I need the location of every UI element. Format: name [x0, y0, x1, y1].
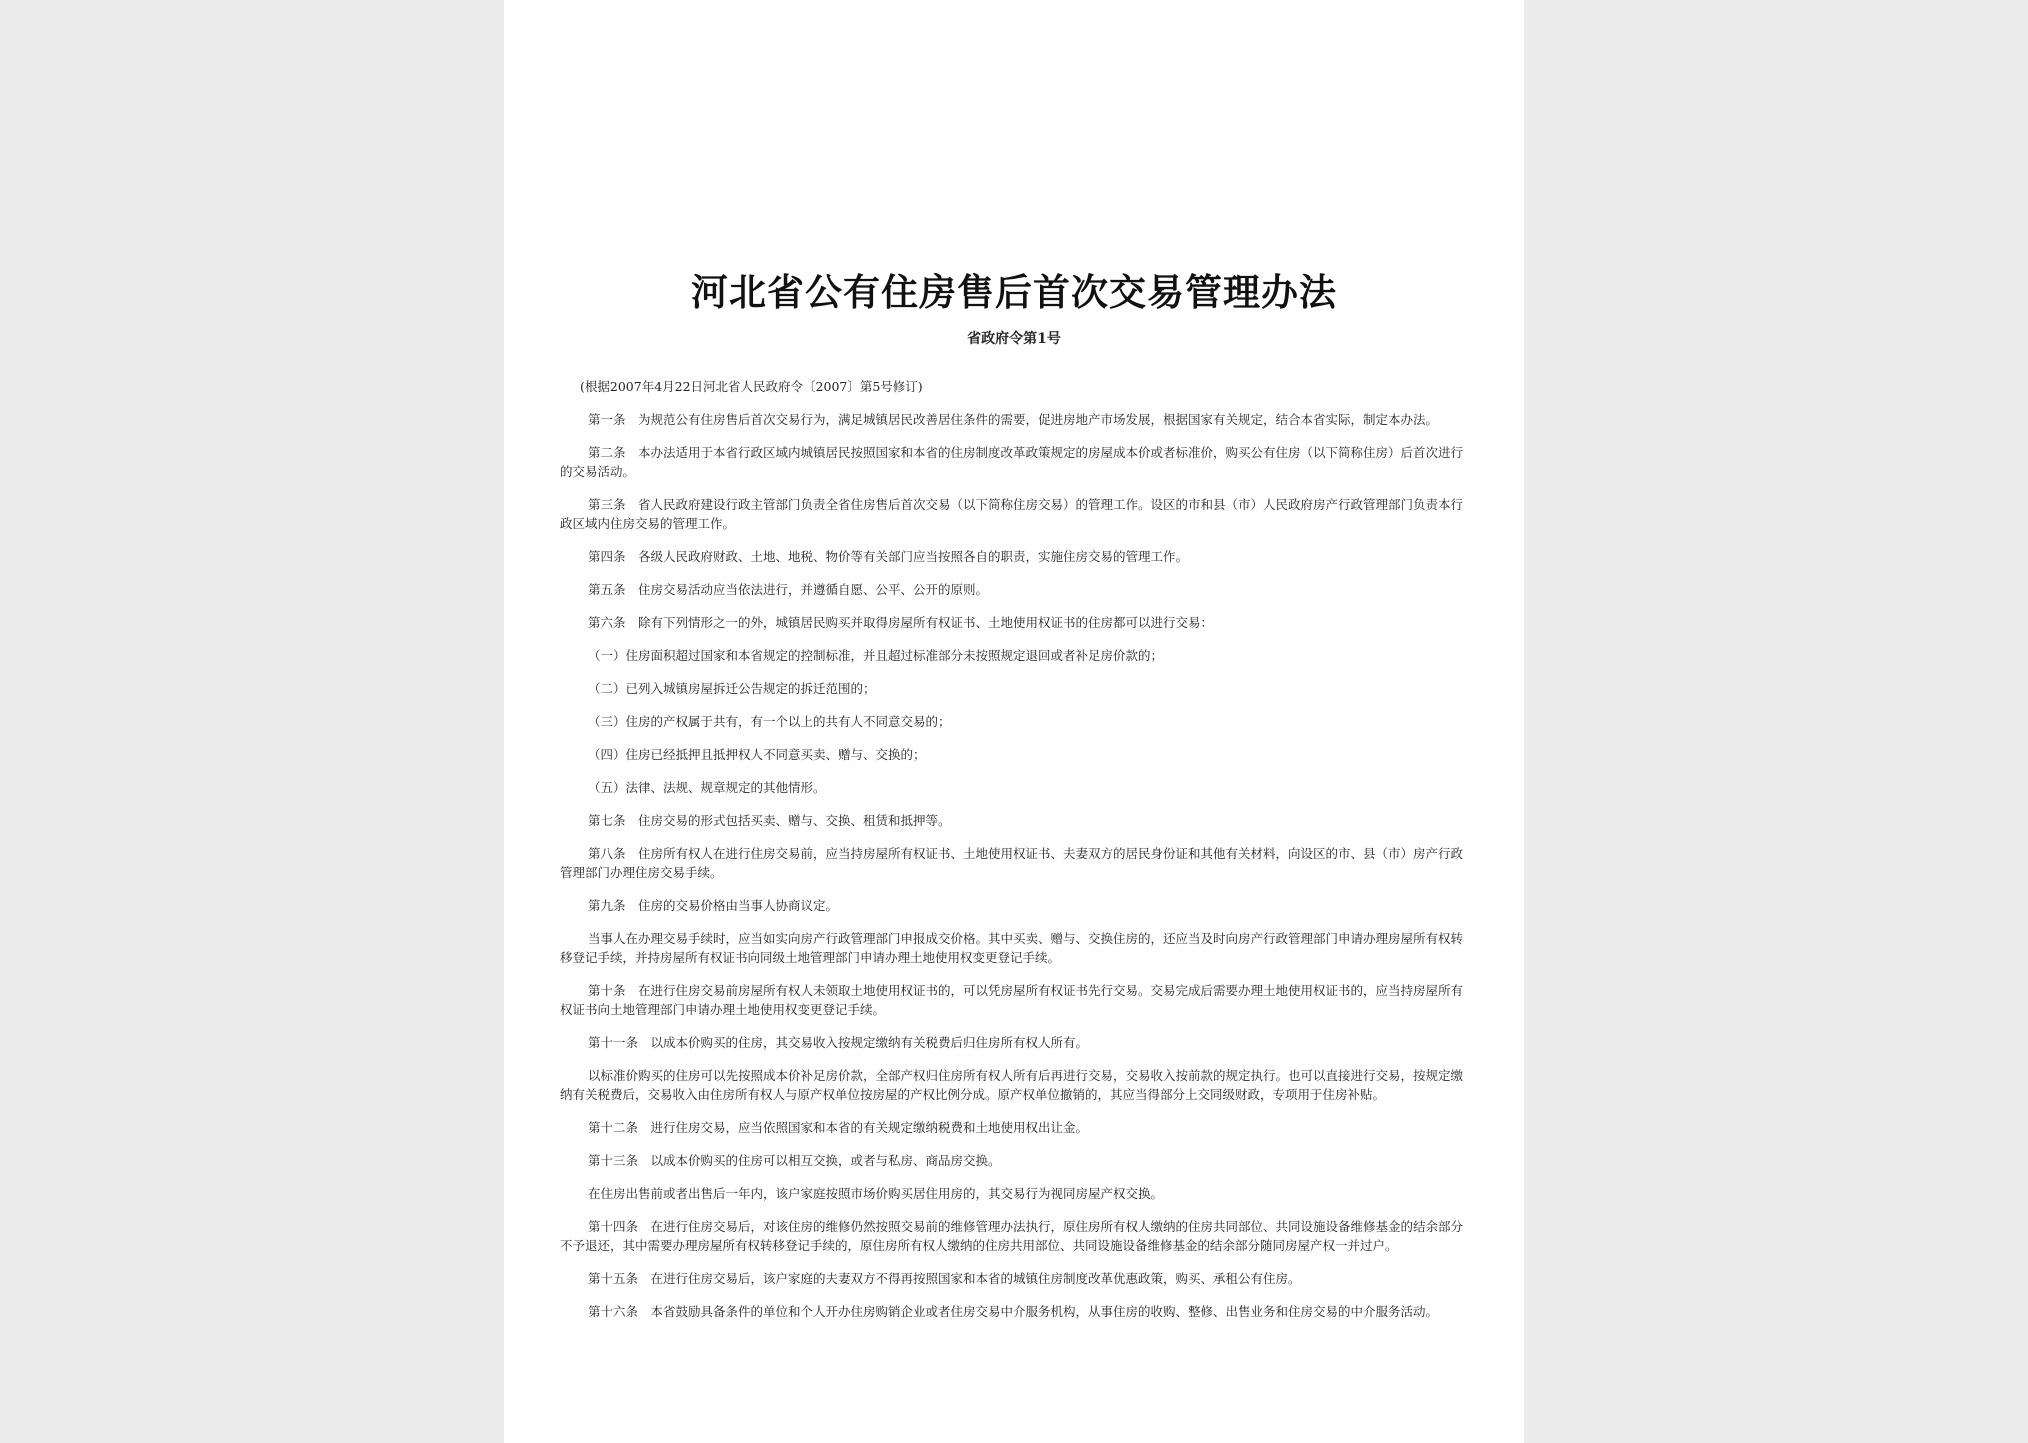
paragraph: （一）住房面积超过国家和本省规定的控制标准，并且超过标准部分未按照规定退回或者补足房价款的；	[588, 648, 1164, 663]
paragraph: 第二条 本办法适用于本省行政区域内城镇居民按照国家和本省的住房制度改革政策规定的房屋成本价或者标准价，购买公有住房（以下简称住房）后首次进行的交易活动。	[560, 445, 1464, 479]
document-body	[560, 410, 1468, 1335]
paragraph: 第十条 在进行住房交易前房屋所有权人未领取土地使用权证书的，可以凭房屋所有权证书先行交易。交易完成后需要办理土地使用权证书的，应当持房屋所有权证书向土地管理部门申请办理土地使用权变更登记手续。	[560, 983, 1464, 1017]
paragraph: 第九条 住房的交易价格由当事人协商议定。	[588, 898, 839, 913]
paragraph: 第一条 为规范公有住房售后首次交易行为，满足城镇居民改善居住条件的需要，促进房地产市场发展，根据国家有关规定，结合本省实际，制定本办法。	[588, 412, 1439, 427]
paragraph: 第十五条 在进行住房交易后，该户家庭的夫妻双方不得再按照国家和本省的城镇住房制度改革优惠政策，购买、承租公有住房。	[588, 1271, 1301, 1286]
paragraph: 第十四条 在进行住房交易后，对该住房的维修仍然按照交易前的维修管理办法执行，原住房所有权人缴纳的住房共同部位、共同设施设备维修基金的结余部分不予退还，其中需要办理房屋所有权转移登记手续的，原住房所有权人缴纳的住房共用部位、共同设施设备维修基金的结余部分随同房屋产权一并过户。	[560, 1219, 1464, 1253]
paragraph: （四）住房已经抵押且抵押权人不同意买卖、赠与、交换的；	[588, 747, 926, 762]
paragraph: （二）已列入城镇房屋拆迁公告规定的拆迁范围的；	[588, 681, 876, 696]
paragraph: 当事人在办理交易手续时，应当如实向房产行政管理部门申报成交价格。其中买卖、赠与、交换住房的，还应当及时向房产行政管理部门申请办理房屋所有权转移登记手续，并持房屋所有权证书向同级土地管理部门申请办理土地使用权变更登记手续。	[560, 931, 1464, 965]
paragraph: 第五条 住房交易活动应当依法进行，并遵循自愿、公平、公开的原则。	[588, 582, 989, 597]
paragraph: 第四条 各级人民政府财政、土地、地税、物价等有关部门应当按照各自的职责，实施住房交易的管理工作。	[588, 549, 1189, 564]
paragraph: 第十二条 进行住房交易，应当依照国家和本省的有关规定缴纳税费和土地使用权出让金。	[588, 1120, 1089, 1135]
paragraph: 第六条 除有下列情形之一的外，城镇居民购买并取得房屋所有权证书、土地使用权证书的住房都可以进行交易：	[588, 615, 1214, 630]
paragraph: 在住房出售前或者出售后一年内，该户家庭按照市场价购买居住用房的，其交易行为视同房屋产权交换。	[588, 1186, 1164, 1201]
paragraph: （三）住房的产权属于共有，有一个以上的共有人不同意交易的；	[588, 714, 951, 729]
document-page	[504, 0, 1524, 1443]
document-subtitle: 省政府令第1号	[967, 331, 1061, 347]
paragraph: 第十三条 以成本价购买的住房可以相互交换，或者与私房、商品房交换。	[588, 1153, 1001, 1168]
paragraph: 第八条 住房所有权人在进行住房交易前，应当持房屋所有权证书、土地使用权证书、夫妻双方的居民身份证和其他有关材料，向设区的市、县（市）房产行政管理部门办理住房交易手续。	[560, 846, 1464, 880]
paragraph: 以标准价购买的住房可以先按照成本价补足房价款，全部产权归住房所有权人所有后再进行交易，交易收入按前款的规定执行。也可以直接进行交易，按规定缴纳有关税费后，交易收入由住房所有权人与原产权单位按房屋的产权比例分成。原产权单位撤销的，其应当得部分上交同级财政，专项用于住房补贴。	[560, 1068, 1464, 1102]
revision-note: (根据2007年4月22日河北省人民政府令〔2007〕第5号修订)	[580, 379, 923, 394]
paragraph: 第三条 省人民政府建设行政主管部门负责全省住房售后首次交易（以下简称住房交易）的管理工作。设区的市和县（市）人民政府房产行政管理部门负责本行政区域内住房交易的管理工作。	[560, 497, 1464, 531]
paragraph: 第十六条 本省鼓励具备条件的单位和个人开办住房购销企业或者住房交易中介服务机构，从事住房的收购、整修、出售业务和住房交易的中介服务活动。	[588, 1304, 1439, 1319]
paragraph: 第七条 住房交易的形式包括买卖、赠与、交换、租赁和抵押等。	[588, 813, 951, 828]
paragraph: 第十一条 以成本价购买的住房，其交易收入按规定缴纳有关税费后归住房所有权人所有。	[588, 1035, 1089, 1050]
document-title: 河北省公有住房售后首次交易管理办法	[691, 270, 1337, 314]
paragraph: （五）法律、法规、规章规定的其他情形。	[588, 780, 826, 795]
